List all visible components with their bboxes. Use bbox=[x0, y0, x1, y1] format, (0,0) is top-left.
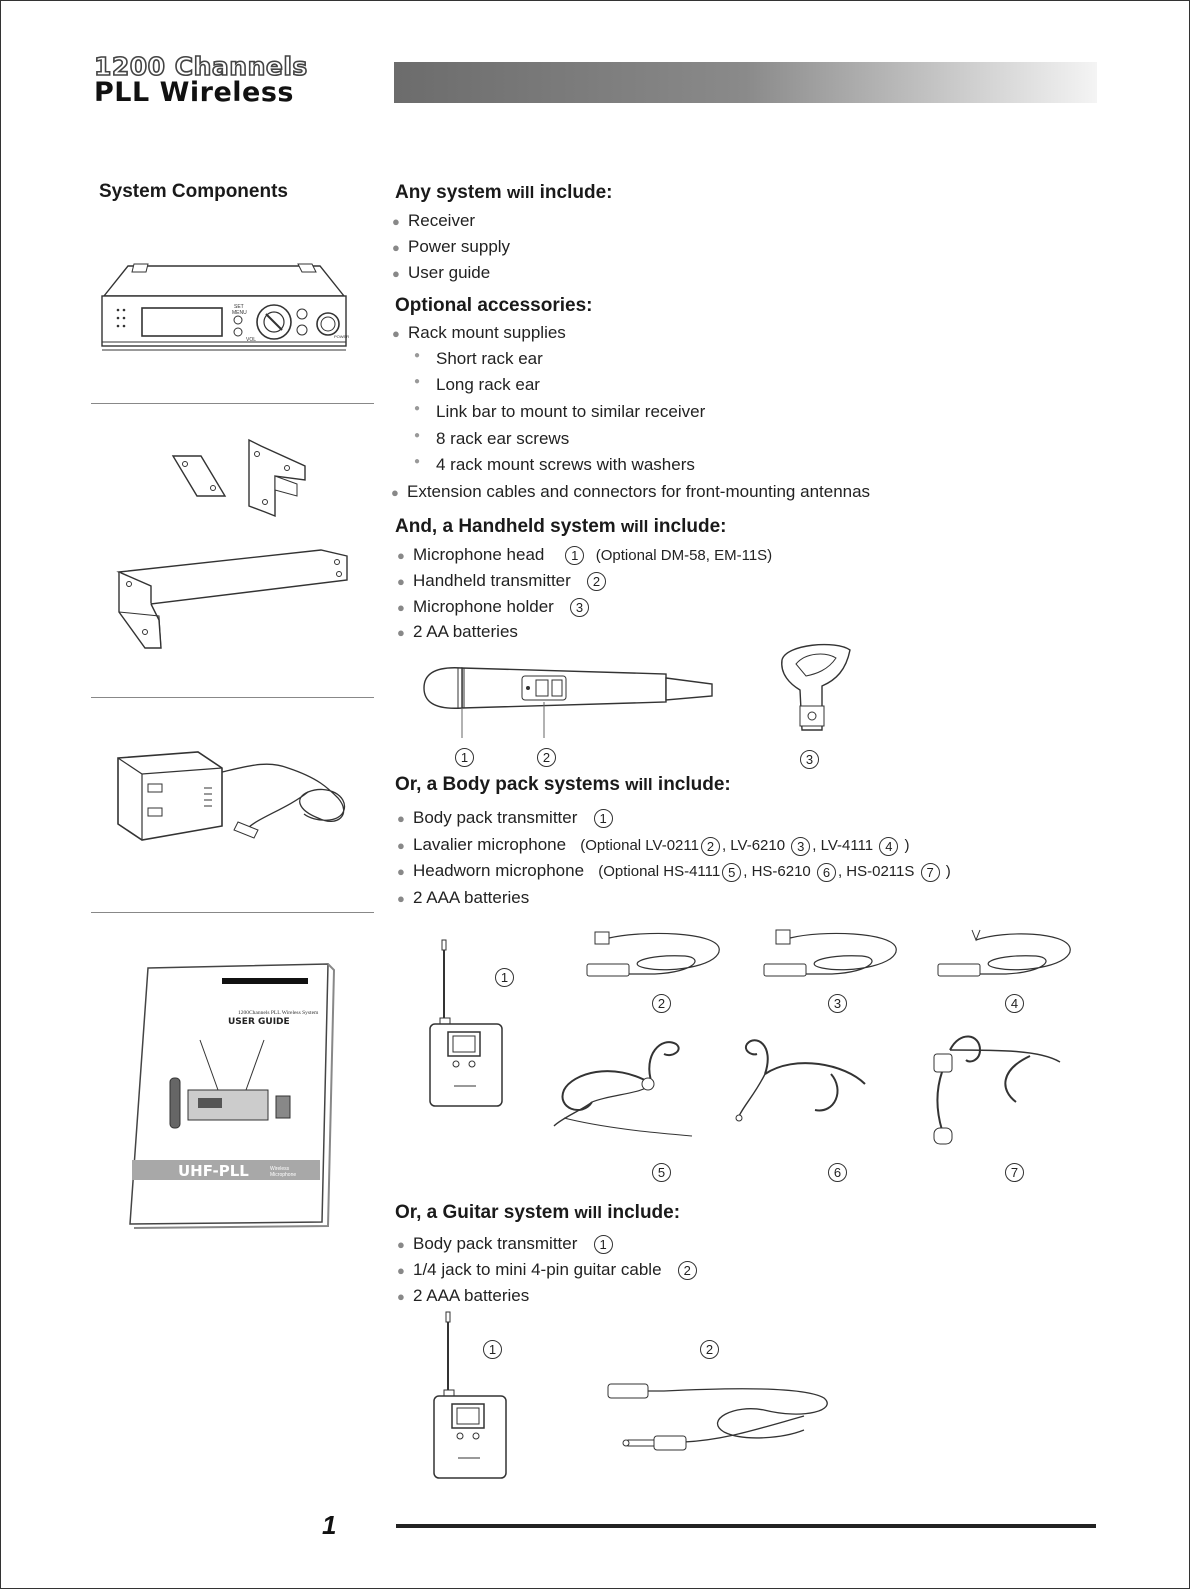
header-gradient-bar bbox=[394, 62, 1097, 103]
figure-label: 2 bbox=[535, 748, 558, 767]
guide-band-small-2: Microphone bbox=[270, 1172, 297, 1178]
figure-label: 1 bbox=[493, 968, 516, 987]
sub-list-item: ● Long rack ear bbox=[414, 375, 540, 394]
divider bbox=[91, 697, 374, 698]
headworn-mic-illustration bbox=[920, 1030, 1070, 1156]
figure-label: 3 bbox=[798, 750, 821, 769]
brand-line-2: PLL Wireless bbox=[94, 77, 294, 108]
figure-label: 2 bbox=[650, 994, 673, 1013]
figure-label: 1 bbox=[453, 748, 476, 767]
list-item: ● Rack mount supplies bbox=[392, 323, 566, 342]
receiver-set-label: SET bbox=[234, 304, 244, 310]
sub-list-item: ● 8 rack ear screws bbox=[414, 429, 570, 448]
list-item: ● Microphone holder 3 bbox=[413, 597, 591, 617]
receiver-menu-label: MENU bbox=[232, 310, 247, 316]
power-supply-illustration bbox=[108, 748, 358, 848]
mic-holder-illustration bbox=[776, 640, 856, 740]
bodypack-transmitter-illustration bbox=[432, 1310, 512, 1480]
figure-label: 4 bbox=[1003, 994, 1026, 1013]
guide-subtitle: 1200Channels PLL Wireless System bbox=[238, 1010, 319, 1016]
divider bbox=[91, 912, 374, 913]
rack-ears-illustration bbox=[115, 436, 355, 656]
list-item: ● Receiver bbox=[392, 211, 476, 230]
lavalier-mic-illustration bbox=[936, 926, 1076, 984]
lavalier-mic-illustration bbox=[585, 926, 725, 984]
guide-band-text: UHF-PLL bbox=[178, 1162, 249, 1180]
footer-rule bbox=[396, 1524, 1096, 1528]
list-item: ● Body pack transmitter 1 bbox=[413, 1234, 615, 1254]
receiver-power-label: POWER bbox=[334, 334, 350, 339]
receiver-illustration bbox=[98, 262, 350, 354]
list-item: ● User guide bbox=[392, 263, 491, 282]
headworn-mic-illustration bbox=[552, 1034, 702, 1154]
figure-label: 7 bbox=[1003, 1163, 1026, 1182]
figure-label: 6 bbox=[826, 1163, 849, 1182]
bodypack-heading: Or, a Body pack systems will include: bbox=[395, 774, 731, 795]
list-item: ● Extension cables and connectors for front-mounting antennas bbox=[391, 482, 871, 501]
handheld-heading: And, a Handheld system will include: bbox=[395, 516, 727, 537]
list-item: ● 2 AAA batteries bbox=[397, 888, 530, 907]
handheld-mic-illustration bbox=[422, 662, 722, 742]
any-system-heading: Any system will include: bbox=[395, 182, 613, 203]
list-item: ● Body pack transmitter 1 bbox=[413, 808, 615, 828]
list-item: ● 2 AA batteries bbox=[397, 622, 518, 641]
list-item: ● 2 AAA batteries bbox=[397, 1286, 530, 1305]
divider bbox=[91, 403, 374, 404]
list-item: ● Headworn microphone (Optional HS-4111 5 , HS-6210 6 , HS-0211S 7 ) bbox=[397, 861, 951, 880]
sub-list-item: ● Short rack ear bbox=[414, 349, 543, 368]
section-title: System Components bbox=[99, 181, 288, 202]
guitar-heading: Or, a Guitar system will include: bbox=[395, 1202, 681, 1223]
figure-label: 3 bbox=[826, 994, 849, 1013]
page-number: 1 bbox=[322, 1510, 337, 1540]
list-item: ● Microphone head 1 (Optional DM-58, EM-11S) bbox=[397, 545, 773, 564]
optional-heading: Optional accessories: bbox=[395, 295, 593, 316]
receiver-vol-label: VOL bbox=[246, 337, 257, 343]
guide-band-small-1: Wireless bbox=[270, 1166, 290, 1172]
headworn-mic-illustration bbox=[735, 1034, 885, 1154]
figure-label: 5 bbox=[650, 1163, 673, 1182]
sub-list-item: ● 4 rack mount screws with washers bbox=[414, 455, 695, 474]
bodypack-transmitter-illustration bbox=[428, 938, 508, 1108]
list-item: ● Handheld transmitter 2 bbox=[413, 571, 608, 591]
list-item: ● Power supply bbox=[392, 237, 511, 256]
guide-title: USER GUIDE bbox=[228, 1017, 290, 1027]
sub-list-item: ● Link bar to mount to similar receiver bbox=[414, 402, 706, 421]
list-item: ● 1/4 jack to mini 4-pin guitar cable 2 bbox=[413, 1260, 699, 1280]
user-guide-illustration bbox=[128, 964, 338, 1226]
list-item: ● Lavalier microphone (Optional LV-0211 2 , LV-6210 3 , LV-4111 4 ) bbox=[397, 835, 910, 854]
lavalier-mic-illustration bbox=[762, 926, 902, 984]
figure-label: 1 bbox=[481, 1340, 504, 1359]
guitar-cable-illustration bbox=[604, 1380, 834, 1460]
brand-line-1: 1200 Channels bbox=[94, 52, 308, 81]
figure-label: 2 bbox=[698, 1340, 721, 1359]
